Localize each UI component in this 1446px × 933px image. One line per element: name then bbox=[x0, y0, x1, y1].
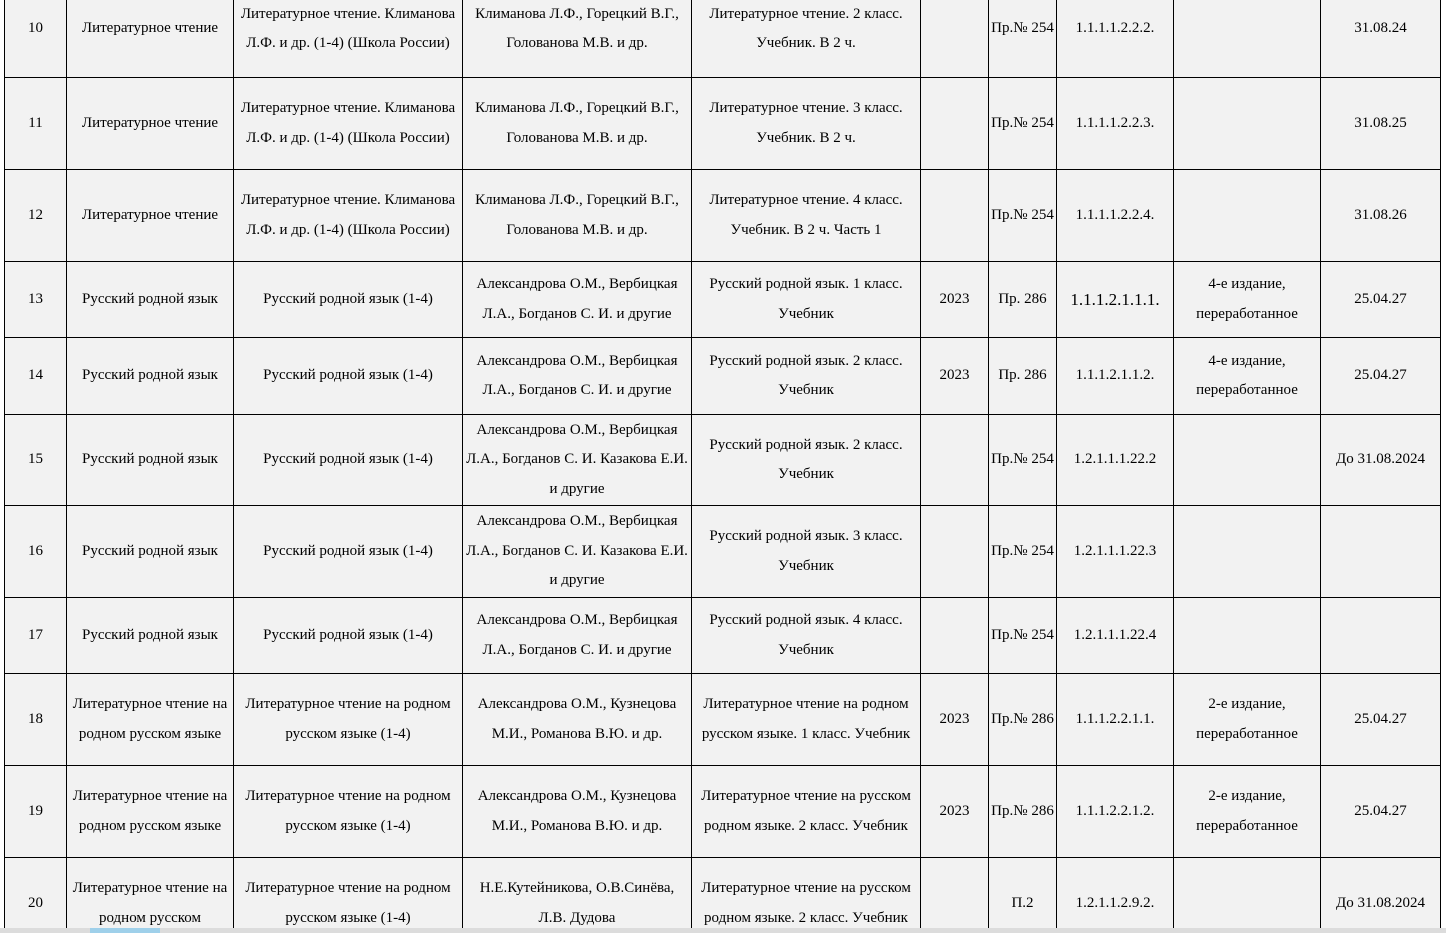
authors-cell: Александрова О.М., Вербицкая Л.А., Богданов С. И. Казакова Е.И. и другие bbox=[463, 415, 692, 506]
table-row bbox=[5, 674, 1441, 766]
textbook-title-cell: Литературное чтение. 2 класс. Учебник. В 2 ч. bbox=[692, 0, 921, 78]
date-cell: До 31.08.2024 bbox=[1321, 415, 1441, 506]
date-cell: 31.08.25 bbox=[1321, 78, 1441, 170]
note-cell: 2-е издание, переработанное bbox=[1174, 766, 1321, 858]
textbook-title-cell: Литературное чтение. 3 класс. Учебник. В 2 ч. bbox=[692, 78, 921, 170]
code-cell: 1.1.1.2.1.1.2. bbox=[1057, 338, 1174, 415]
textbook-line-cell: Литературное чтение. Климанова Л.Ф. и др. (1-4) (Школа России) bbox=[234, 0, 463, 78]
subject-cell: Русский родной язык bbox=[67, 506, 234, 598]
date-cell: 25.04.27 bbox=[1321, 766, 1441, 858]
code-cell: 1.2.1.1.2.9.2. bbox=[1057, 858, 1174, 933]
subject-cell: Литературное чтение bbox=[67, 170, 234, 262]
table-row bbox=[5, 598, 1441, 674]
textbook-line-cell: Русский родной язык (1-4) bbox=[234, 598, 463, 674]
subject-cell: Литературное чтение bbox=[67, 0, 234, 78]
authors-cell: Александрова О.М., Вербицкая Л.А., Богданов С. И. и другие bbox=[463, 262, 692, 338]
table-row bbox=[5, 858, 1441, 933]
authors-cell: Н.Е.Кутейникова, О.В.Синёва, Л.В. Дудова bbox=[463, 858, 692, 933]
textbook-title-cell: Русский родной язык. 4 класс. Учебник bbox=[692, 598, 921, 674]
year-cell bbox=[921, 78, 989, 170]
subject-cell: Русский родной язык bbox=[67, 415, 234, 506]
note-cell bbox=[1174, 0, 1321, 78]
textbook-title-cell: Русский родной язык. 1 класс. Учебник bbox=[692, 262, 921, 338]
textbook-title-cell: Русский родной язык. 2 класс. Учебник bbox=[692, 338, 921, 415]
textbook-line-cell: Литературное чтение на родном русском языке (1-4) bbox=[234, 674, 463, 766]
authors-cell: Александрова О.М., Вербицкая Л.А., Богданов С. И. и другие bbox=[463, 338, 692, 415]
year-cell bbox=[921, 598, 989, 674]
note-cell: 2-е издание, переработанное bbox=[1174, 674, 1321, 766]
code-cell: 1.1.1.2.2.1.1. bbox=[1057, 674, 1174, 766]
year-cell bbox=[921, 506, 989, 598]
code-cell: 1.1.1.1.2.2.2. bbox=[1057, 0, 1174, 78]
taskbar-fragment bbox=[90, 928, 160, 933]
code-cell: 1.2.1.1.1.22.2 bbox=[1057, 415, 1174, 506]
row-number: 16 bbox=[5, 506, 67, 598]
window-bottom-edge bbox=[0, 928, 1446, 933]
textbook-table bbox=[4, 0, 1441, 933]
subject-cell: Литературное чтение на родном русском языке bbox=[67, 766, 234, 858]
order-cell: Пр.№ 254 bbox=[989, 0, 1057, 78]
code-cell: 1.1.1.1.2.2.3. bbox=[1057, 78, 1174, 170]
authors-cell: Александрова О.М., Кузнецова М.И., Романова В.Ю. и др. bbox=[463, 674, 692, 766]
authors-cell: Климанова Л.Ф., Горецкий В.Г., Голованова М.В. и др. bbox=[463, 78, 692, 170]
date-cell bbox=[1321, 506, 1441, 598]
row-number: 18 bbox=[5, 674, 67, 766]
year-cell: 2023 bbox=[921, 766, 989, 858]
date-cell: До 31.08.2024 bbox=[1321, 858, 1441, 933]
date-cell: 25.04.27 bbox=[1321, 338, 1441, 415]
code-cell: 1.1.1.2.2.1.2. bbox=[1057, 766, 1174, 858]
table-row bbox=[5, 766, 1441, 858]
row-number: 19 bbox=[5, 766, 67, 858]
authors-cell: Климанова Л.Ф., Горецкий В.Г., Голованова М.В. и др. bbox=[463, 170, 692, 262]
note-cell: 4-е издание, переработанное bbox=[1174, 262, 1321, 338]
date-cell: 31.08.26 bbox=[1321, 170, 1441, 262]
row-number: 20 bbox=[5, 858, 67, 933]
textbook-line-cell: Русский родной язык (1-4) bbox=[234, 262, 463, 338]
authors-cell: Климанова Л.Ф., Горецкий В.Г., Голованова М.В. и др. bbox=[463, 0, 692, 78]
row-number: 14 bbox=[5, 338, 67, 415]
year-cell: 2023 bbox=[921, 338, 989, 415]
textbook-title-cell: Русский родной язык. 2 класс. Учебник bbox=[692, 415, 921, 506]
table-row bbox=[5, 0, 1441, 78]
order-cell: Пр.№ 254 bbox=[989, 415, 1057, 506]
textbook-line-cell: Русский родной язык (1-4) bbox=[234, 506, 463, 598]
textbook-line-cell: Литературное чтение на родном русском языке (1-4) bbox=[234, 858, 463, 933]
year-cell bbox=[921, 170, 989, 262]
date-cell: 25.04.27 bbox=[1321, 674, 1441, 766]
subject-cell: Русский родной язык bbox=[67, 598, 234, 674]
subject-cell: Русский родной язык bbox=[67, 262, 234, 338]
code-cell: 1.1.1.2.1.1.1. bbox=[1057, 262, 1174, 338]
textbook-line-cell: Литературное чтение на родном русском языке (1-4) bbox=[234, 766, 463, 858]
subject-cell: Литературное чтение на родном русском языке bbox=[67, 674, 234, 766]
authors-cell: Александрова О.М., Вербицкая Л.А., Богданов С. И. Казакова Е.И. и другие bbox=[463, 506, 692, 598]
authors-cell: Александрова О.М., Кузнецова М.И., Романова В.Ю. и др. bbox=[463, 766, 692, 858]
order-cell: Пр.№ 286 bbox=[989, 674, 1057, 766]
order-cell: Пр.№ 254 bbox=[989, 506, 1057, 598]
subject-cell: Литературное чтение bbox=[67, 78, 234, 170]
table-row bbox=[5, 506, 1441, 598]
order-cell: Пр. 286 bbox=[989, 338, 1057, 415]
order-cell: Пр. 286 bbox=[989, 262, 1057, 338]
textbook-title-cell: Русский родной язык. 3 класс. Учебник bbox=[692, 506, 921, 598]
row-number: 13 bbox=[5, 262, 67, 338]
code-cell: 1.2.1.1.1.22.3 bbox=[1057, 506, 1174, 598]
subject-cell: Литературное чтение на родном русском bbox=[67, 858, 234, 933]
textbook-line-cell: Литературное чтение. Климанова Л.Ф. и др. (1-4) (Школа России) bbox=[234, 78, 463, 170]
note-cell: 4-е издание, переработанное bbox=[1174, 338, 1321, 415]
code-cell: 1.2.1.1.1.22.4 bbox=[1057, 598, 1174, 674]
date-cell bbox=[1321, 598, 1441, 674]
textbook-line-cell: Литературное чтение. Климанова Л.Ф. и др. (1-4) (Школа России) bbox=[234, 170, 463, 262]
row-number: 15 bbox=[5, 415, 67, 506]
row-number: 11 bbox=[5, 78, 67, 170]
order-cell: Пр.№ 254 bbox=[989, 170, 1057, 262]
note-cell bbox=[1174, 78, 1321, 170]
textbook-line-cell: Русский родной язык (1-4) bbox=[234, 338, 463, 415]
authors-cell: Александрова О.М., Вербицкая Л.А., Богданов С. И. и другие bbox=[463, 598, 692, 674]
table-row bbox=[5, 262, 1441, 338]
year-cell: 2023 bbox=[921, 262, 989, 338]
year-cell bbox=[921, 858, 989, 933]
year-cell bbox=[921, 415, 989, 506]
textbook-line-cell: Русский родной язык (1-4) bbox=[234, 415, 463, 506]
note-cell bbox=[1174, 170, 1321, 262]
order-cell: Пр.№ 286 bbox=[989, 766, 1057, 858]
order-cell: Пр.№ 254 bbox=[989, 78, 1057, 170]
table-row bbox=[5, 415, 1441, 506]
note-cell bbox=[1174, 415, 1321, 506]
note-cell bbox=[1174, 598, 1321, 674]
textbook-title-cell: Литературное чтение на русском родном языке. 2 класс. Учебник bbox=[692, 858, 921, 933]
row-number: 10 bbox=[5, 0, 67, 78]
table-row bbox=[5, 78, 1441, 170]
code-cell: 1.1.1.1.2.2.4. bbox=[1057, 170, 1174, 262]
textbook-title-cell: Литературное чтение на русском родном языке. 2 класс. Учебник bbox=[692, 766, 921, 858]
row-number: 12 bbox=[5, 170, 67, 262]
order-cell: Пр.№ 254 bbox=[989, 598, 1057, 674]
subject-cell: Русский родной язык bbox=[67, 338, 234, 415]
table-row bbox=[5, 170, 1441, 262]
table-row bbox=[5, 338, 1441, 415]
row-number: 17 bbox=[5, 598, 67, 674]
order-cell: П.2 bbox=[989, 858, 1057, 933]
note-cell bbox=[1174, 858, 1321, 933]
year-cell: 2023 bbox=[921, 674, 989, 766]
date-cell: 25.04.27 bbox=[1321, 262, 1441, 338]
note-cell bbox=[1174, 506, 1321, 598]
date-cell: 31.08.24 bbox=[1321, 0, 1441, 78]
textbook-title-cell: Литературное чтение на родном русском языке. 1 класс. Учебник bbox=[692, 674, 921, 766]
year-cell bbox=[921, 0, 989, 78]
textbook-title-cell: Литературное чтение. 4 класс. Учебник. В 2 ч. Часть 1 bbox=[692, 170, 921, 262]
